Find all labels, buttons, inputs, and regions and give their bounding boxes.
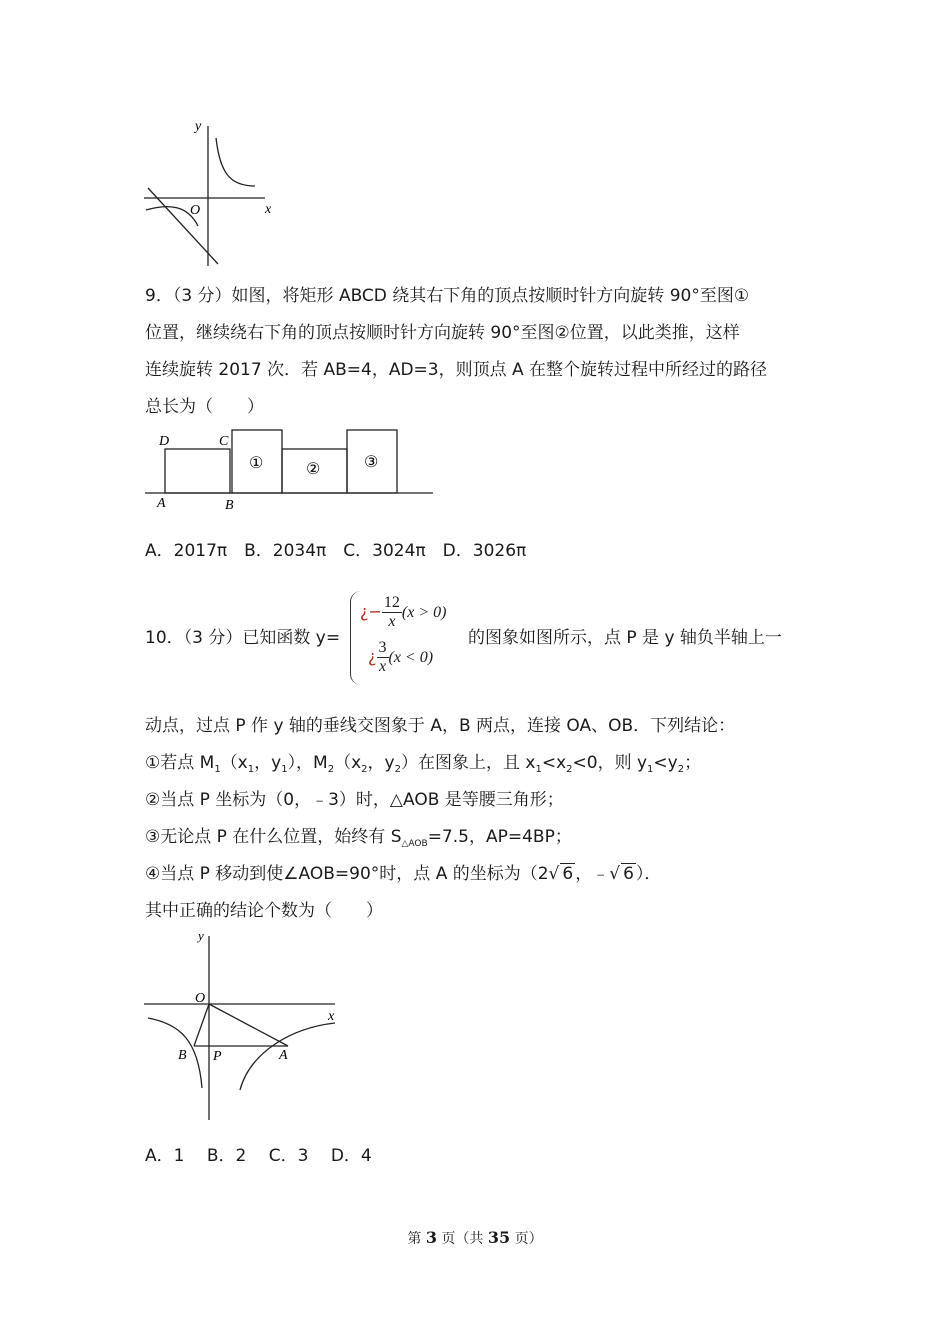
piece-1: ¿− $\frac{12}{x}$ (x > 0) — [360, 594, 447, 630]
q10-question-end: 其中正确的结论个数为（ ） — [145, 901, 383, 921]
hyperbola-triangle-figure — [140, 928, 345, 1123]
piece-2: ¿ $\frac{3}{x}$ (x < 0) — [368, 639, 434, 675]
origin-label: O — [190, 203, 201, 218]
statement-2: ②当点 P 坐标为（0，﹣3）时，△AOB 是等腰三角形； — [145, 790, 564, 810]
vertex-b-label: B — [225, 498, 234, 513]
x-axis-label: x — [328, 1009, 335, 1024]
point-p-label: P — [213, 1049, 222, 1064]
rectangle-rotation-figure — [145, 426, 435, 516]
q9-options: A．2017π B．2034π C．3024π D．3026π — [145, 541, 527, 561]
y-axis-label: y — [198, 928, 204, 943]
origin-label: O — [195, 991, 206, 1006]
q9-line-3: 连续旋转 2017 次．若 AB=4，AD=3，则顶点 A 在整个旋转过程中所经过的路径 — [145, 360, 768, 380]
vertex-d-label: D — [159, 434, 170, 449]
hyperbola-line-figure — [140, 118, 280, 268]
point-b-label: B — [178, 1048, 187, 1063]
q9-line-2: 位置，继续绕右下角的顶点按顺时针方向旋转 90°至图②位置，以此类推，这样 — [145, 323, 740, 343]
statement-1: ①若点 $M_1(x_1$，$y_1$），$M_2(x_2$，$y_2$）在图象上，且 $x_1<x_2<0$，则 $y_1<y_2$； — [145, 753, 702, 775]
position-2-label: ② — [306, 461, 321, 478]
x-axis-label: x — [265, 202, 272, 217]
page-footer: 第 3 页（共 35 页） — [407, 1228, 543, 1247]
position-3-label: ③ — [364, 454, 379, 471]
q9-line-4: 总长为（ ） — [145, 397, 264, 417]
q10-suffix: 的图象如图所示，点 P 是 y 轴负半轴上一 — [468, 628, 782, 648]
q10-options: A．1 B．2 C．3 D．4 — [145, 1146, 372, 1166]
q9-line-1: 9．（3 分）如图，将矩形 ABCD 绕其右下角的顶点按顺时针方向旋转 90°至图① — [145, 286, 750, 306]
statement-3: ③无论点 P 在什么位置，始终有 $S_{\triangle AOB}=7.5$，AP=4BP； — [145, 827, 572, 849]
statement-4: ④当点 P 移动到使∠AOB=90°时，点 A 的坐标为（2√ 6 ，﹣√ 6 ）． — [145, 864, 662, 884]
point-a-label: A — [279, 1048, 288, 1063]
vertex-c-label: C — [219, 434, 229, 449]
vertex-a-label: A — [157, 496, 166, 511]
q10-line-2: 动点，过点 P 作 y 轴的垂线交图象于 A，B 两点，连接 OA、OB．下列结论： — [145, 716, 736, 736]
y-axis-label: y — [195, 119, 202, 134]
q10-prefix: 10．（3 分）已知函数 y= — [145, 628, 341, 648]
position-1-label: ① — [249, 455, 264, 472]
